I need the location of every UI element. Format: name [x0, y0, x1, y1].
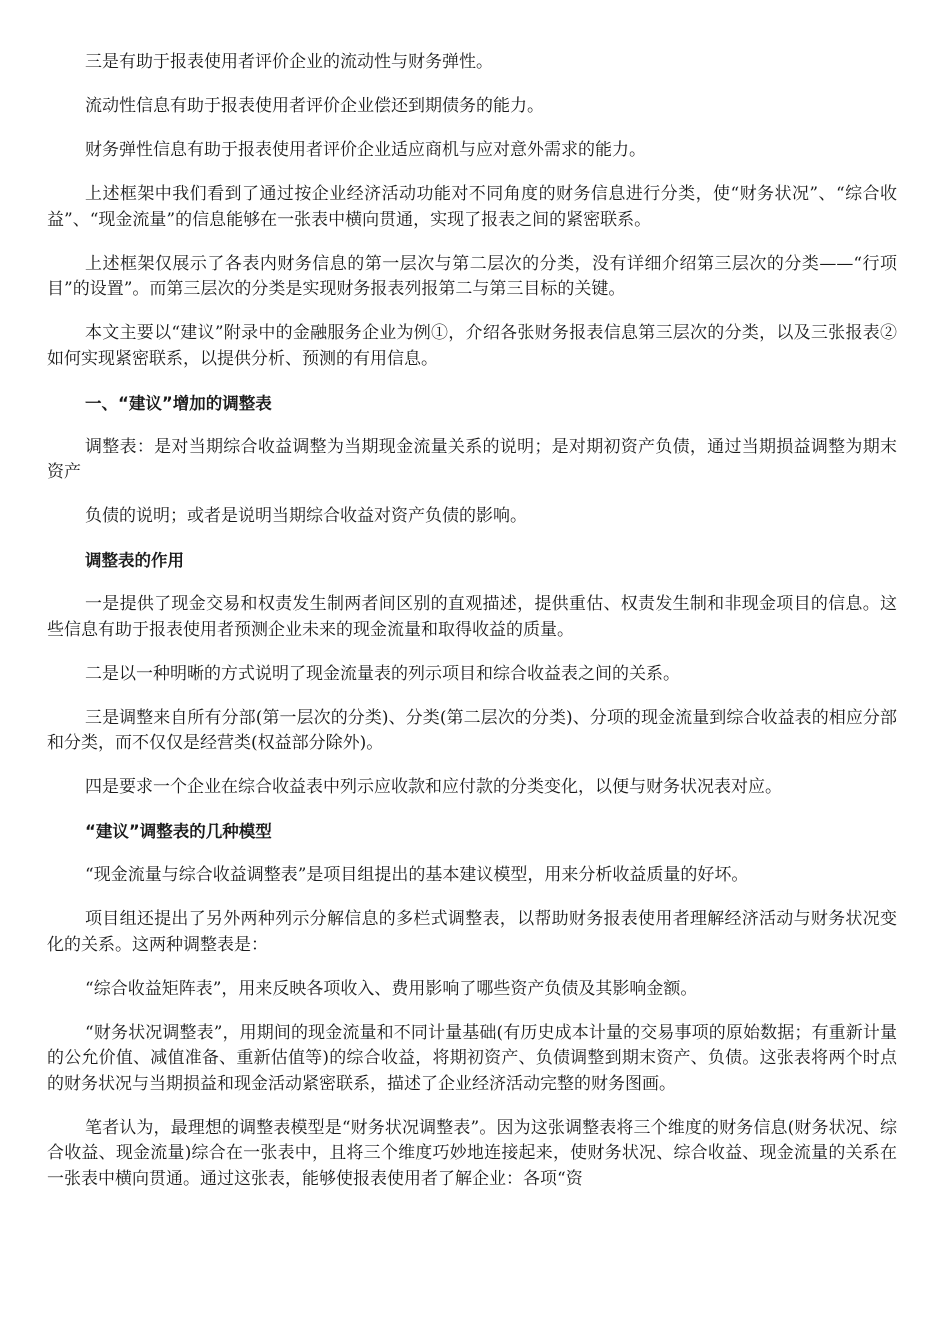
- paragraph: 笔者认为，最理想的调整表模型是“财务状况调整表”。因为这张调整表将三个维度的财务信息(财务状况、综合收益、现金流量)综合在一张表中，且将三个维度巧妙地连接起来，使财务状况、综合收益、现金流量的关系在一张表中横向贯通。通过这张表，能够使报表使用者了解企业：各项“资: [47, 1117, 897, 1189]
- subsection-heading: “建议”调整表的几种模型: [85, 822, 272, 841]
- section-heading: 一、“建议”增加的调整表: [85, 393, 272, 413]
- paragraph: 一是提供了现金交易和权责发生制两者间区别的直观描述，提供重估、权责发生制和非现金项目的信息。这些信息有助于报表使用者预测企业未来的现金流量和取得收益的质量。: [47, 594, 897, 640]
- paragraph: 项目组还提出了另外两种列示分解信息的多栏式调整表，以帮助财务报表使用者理解经济活动与财务状况变化的关系。这两种调整表是：: [47, 909, 897, 955]
- paragraph: 三是有助于报表使用者评价企业的流动性与财务弹性。: [85, 52, 493, 72]
- paragraph: 三是调整来自所有分部(第一层次的分类)、分类(第二层次的分类)、分项的现金流量到综合收益表的相应分部和分类，而不仅仅是经营类(权益部分除外)。: [47, 707, 897, 753]
- paragraph: 负债的说明；或者是说明当期综合收益对资产负债的影响。: [85, 506, 527, 526]
- paragraph: 本文主要以“建议”附录中的金融服务企业为例①，介绍各张财务报表信息第三层次的分类，以及三张报表②如何实现紧密联系，以提供分析、预测的有用信息。: [47, 323, 897, 369]
- document-body: [47, 50, 897, 1211]
- paragraph: 调整表：是对当期综合收益调整为当期现金流量关系的说明；是对期初资产负债，通过当期损益调整为期末资产: [47, 436, 897, 482]
- paragraph: 上述框架中我们看到了通过按企业经济活动功能对不同角度的财务信息进行分类，使“财务状况”、“综合收益”、“现金流量”的信息能够在一张表中横向贯通，实现了报表之间的紧密联系。: [47, 184, 897, 230]
- paragraph: “现金流量与综合收益调整表”是项目组提出的基本建议模型，用来分析收益质量的好坏。: [85, 865, 749, 885]
- paragraph: “财务状况调整表”，用期间的现金流量和不同计量基础(有历史成本计量的交易事项的原始数据；有重新计量的公允价值、减值准备、重新估值等)的综合收益，将期初资产、负债调整到期末资产、负债。这张表将两个时点的财务状况与当期损益和现金活动紧密联系，描述了企业经济活动完整的财务图画。: [47, 1022, 897, 1094]
- paragraph: 流动性信息有助于报表使用者评价企业偿还到期债务的能力。: [85, 96, 544, 116]
- paragraph: 上述框架仅展示了各表内财务信息的第一层次与第二层次的分类，没有详细介绍第三层次的分类——“行项目”的设置”。而第三层次的分类是实现财务报表列报第二与第三目标的关键。: [47, 253, 897, 299]
- paragraph: 四是要求一个企业在综合收益表中列示应收款和应付款的分类变化，以便与财务状况表对应。: [85, 777, 782, 797]
- subsection-heading: 调整表的作用: [85, 551, 184, 570]
- paragraph: “综合收益矩阵表”，用来反映各项收入、费用影响了哪些资产负债及其影响金额。: [85, 978, 698, 999]
- paragraph: 二是以一种明晰的方式说明了现金流量表的列示项目和综合收益表之间的关系。: [85, 663, 680, 684]
- paragraph: 财务弹性信息有助于报表使用者评价企业适应商机与应对意外需求的能力。: [85, 140, 646, 160]
